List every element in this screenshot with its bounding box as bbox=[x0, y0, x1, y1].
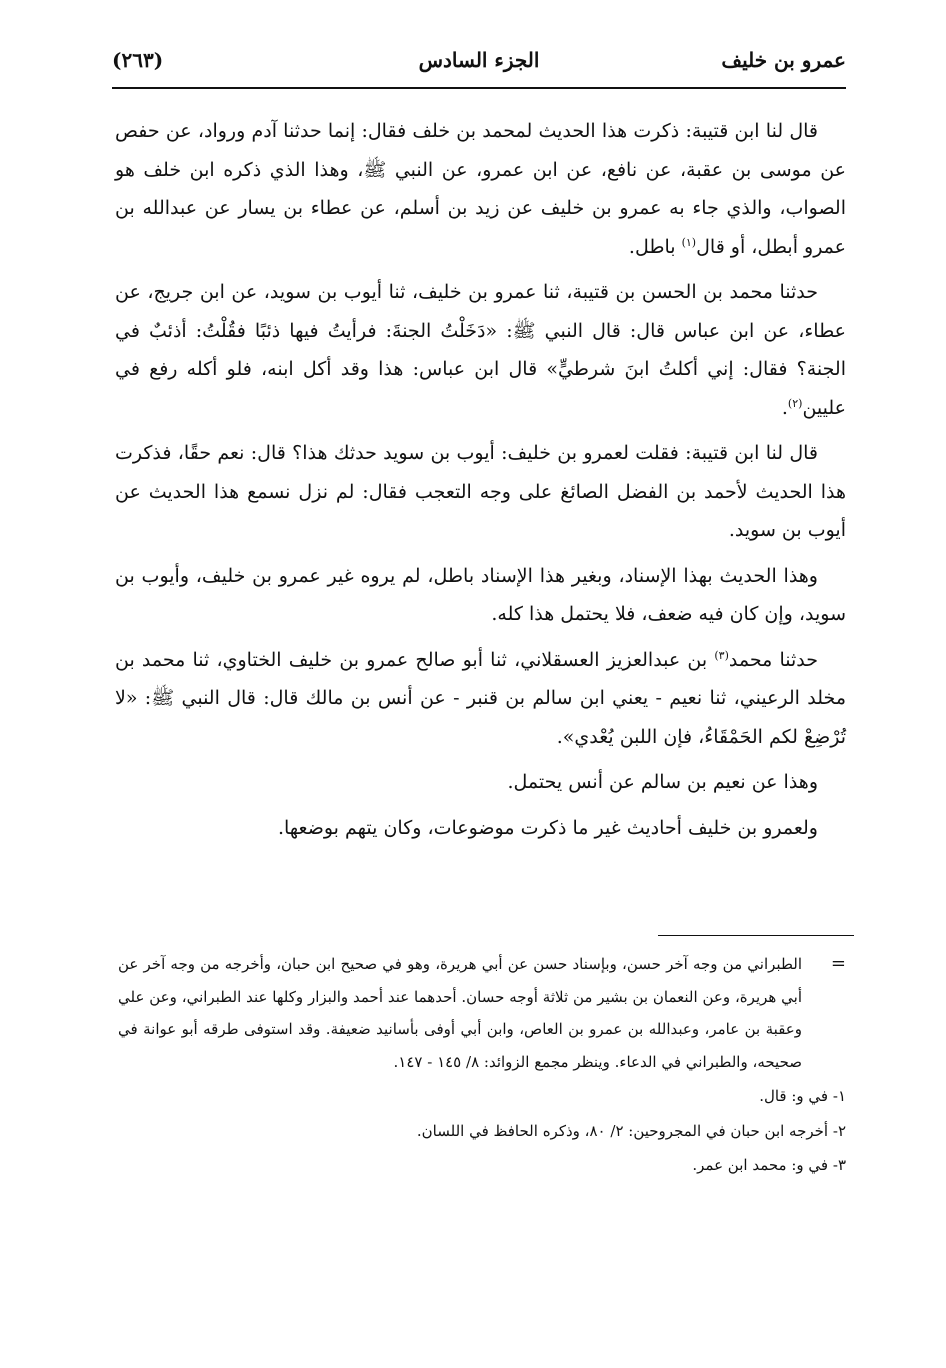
body-paragraph bbox=[115, 434, 846, 550]
paragraph-text: باطل. bbox=[628, 235, 682, 258]
paragraph-text: حدثنا محمد بن الحسن بن قتيبة، ثنا عمرو بن خليف، ثنا أيوب بن سويد، عن ابن جريج، عن عطاء، عن ابن عباس قال: قال النبي ﷺ: «دَخَلْتُ الجنةَ: فرأيتُ فيها ذئبًا فقُلْتُ: أذئبٌ في الجنة؟ فقال: إني أكلتُ ابنَ شرطيٍّ» قال ابن عباس: هذا وقد أكل ابنه، فلو أكله رفع في عليين bbox=[115, 281, 846, 419]
footnote-item: ٣- في و: محمد ابن عمر. bbox=[692, 1156, 846, 1174]
main-text bbox=[115, 112, 846, 854]
paragraph-text: وهذا الحديث بهذا الإسناد، وبغير هذا الإسناد باطل، لم يروه غير عمرو بن خليف، وأيوب بن سويد، وإن كان فيه ضعف، فلا يحتمل هذا كله. bbox=[115, 564, 846, 625]
paragraph-text: . bbox=[781, 396, 788, 419]
running-header bbox=[112, 44, 846, 84]
header-volume-title: الجزء السادس bbox=[418, 48, 540, 72]
header-rule bbox=[112, 87, 846, 89]
header-book-title: عمرو بن خليف bbox=[721, 48, 846, 72]
body-paragraph bbox=[115, 641, 846, 757]
continuation-text: الطبراني من وجه آخر حسن، وبإسناد حسن عن أبي هريرة، وهو في صحيح ابن حبان، وأخرجه من وجه آخر عن أبي هريرة، وعن النعمان بن بشير من ثلاثة أوجه حسان. أحدهما عند أحمد والبزار وكلها عند الطبراني، وعن علي وعقبة بن عامر، وعبدالله بن عمرو بن العاص، وابن أبي أوفى بأسانيد ضعيفة. وقد استوفى طرقه أبو عوانة في صحيحه، والطبراني في الدعاء. وينظر مجمع الزوائد: ٨/ ١٤٥ - ١٤٧. bbox=[118, 955, 802, 1071]
body-paragraph bbox=[115, 273, 846, 427]
paragraph-text: قال لنا ابن قتيبة: فقلت لعمرو بن خليف: أيوب بن سويد حدثك هذا؟ قال: نعم حقًا، فذكرت هذا الحديث لأحمد بن الفضل الصائغ على وجه التعجب فقال: لم نزل نسمع هذا الحديث عن أيوب بن سويد. bbox=[115, 442, 846, 541]
footnote-reference: (٣) bbox=[714, 648, 729, 662]
paragraph-text: بن عبدالعزيز العسقلاني، ثنا أبو صالح عمرو بن خليف الختاوي، ثنا محمد بن مخلد الرعيني، ثنا نعيم - يعني ابن سالم بن قنبر - عن أنس بن مالك قال: قال النبي ﷺ: «لا تُرْضِعْ لكم الحَمْقَاءُ، فإن اللبن يُعْدي». bbox=[115, 648, 846, 748]
paragraph-text: قال لنا ابن قتيبة: ذكرت هذا الحديث لمحمد بن خلف فقال: إنما حدثنا آدم ورواد، عن حفص عن موسى بن عقبة، عن نافع، عن ابن عمرو، عن النبي ﷺ، وهذا الذي ذكره ابن خلف هو الصواب، والذي جاء به عمرو بن خليف عن زيد بن أسلم، عن عطاء بن يسار عن عبدالله بن عمرو أبطل، أو قال bbox=[115, 120, 846, 258]
paragraph-text: وهذا عن نعيم بن سالم عن أنس يحتمل. bbox=[507, 771, 818, 793]
paragraph-text: ولعمرو بن خليف أحاديث غير ما ذكرت موضوعات، وكان يتهم بوضعها. bbox=[277, 816, 818, 839]
paragraph-text: حدثنا محمد bbox=[728, 648, 819, 671]
header-page-number: (٢٦٣) bbox=[112, 48, 164, 72]
footnote-separator bbox=[658, 935, 854, 936]
footnote-reference: (١) bbox=[681, 235, 697, 249]
body-paragraph bbox=[115, 557, 846, 634]
continuation-mark: = bbox=[830, 953, 846, 974]
footnote-reference: (٢) bbox=[787, 396, 803, 410]
footnote-continuation bbox=[118, 948, 846, 1078]
footnote-item: ٢- أخرجه ابن حبان في المجروحين: ٢/ ٨٠، وذكره الحافظ في اللسان. bbox=[416, 1121, 846, 1140]
body-paragraph bbox=[115, 809, 846, 848]
footnotes bbox=[118, 948, 846, 1182]
body-paragraph bbox=[115, 763, 846, 802]
body-paragraph bbox=[115, 112, 846, 266]
footnote-item: ١- في و: قال. bbox=[759, 1087, 846, 1105]
